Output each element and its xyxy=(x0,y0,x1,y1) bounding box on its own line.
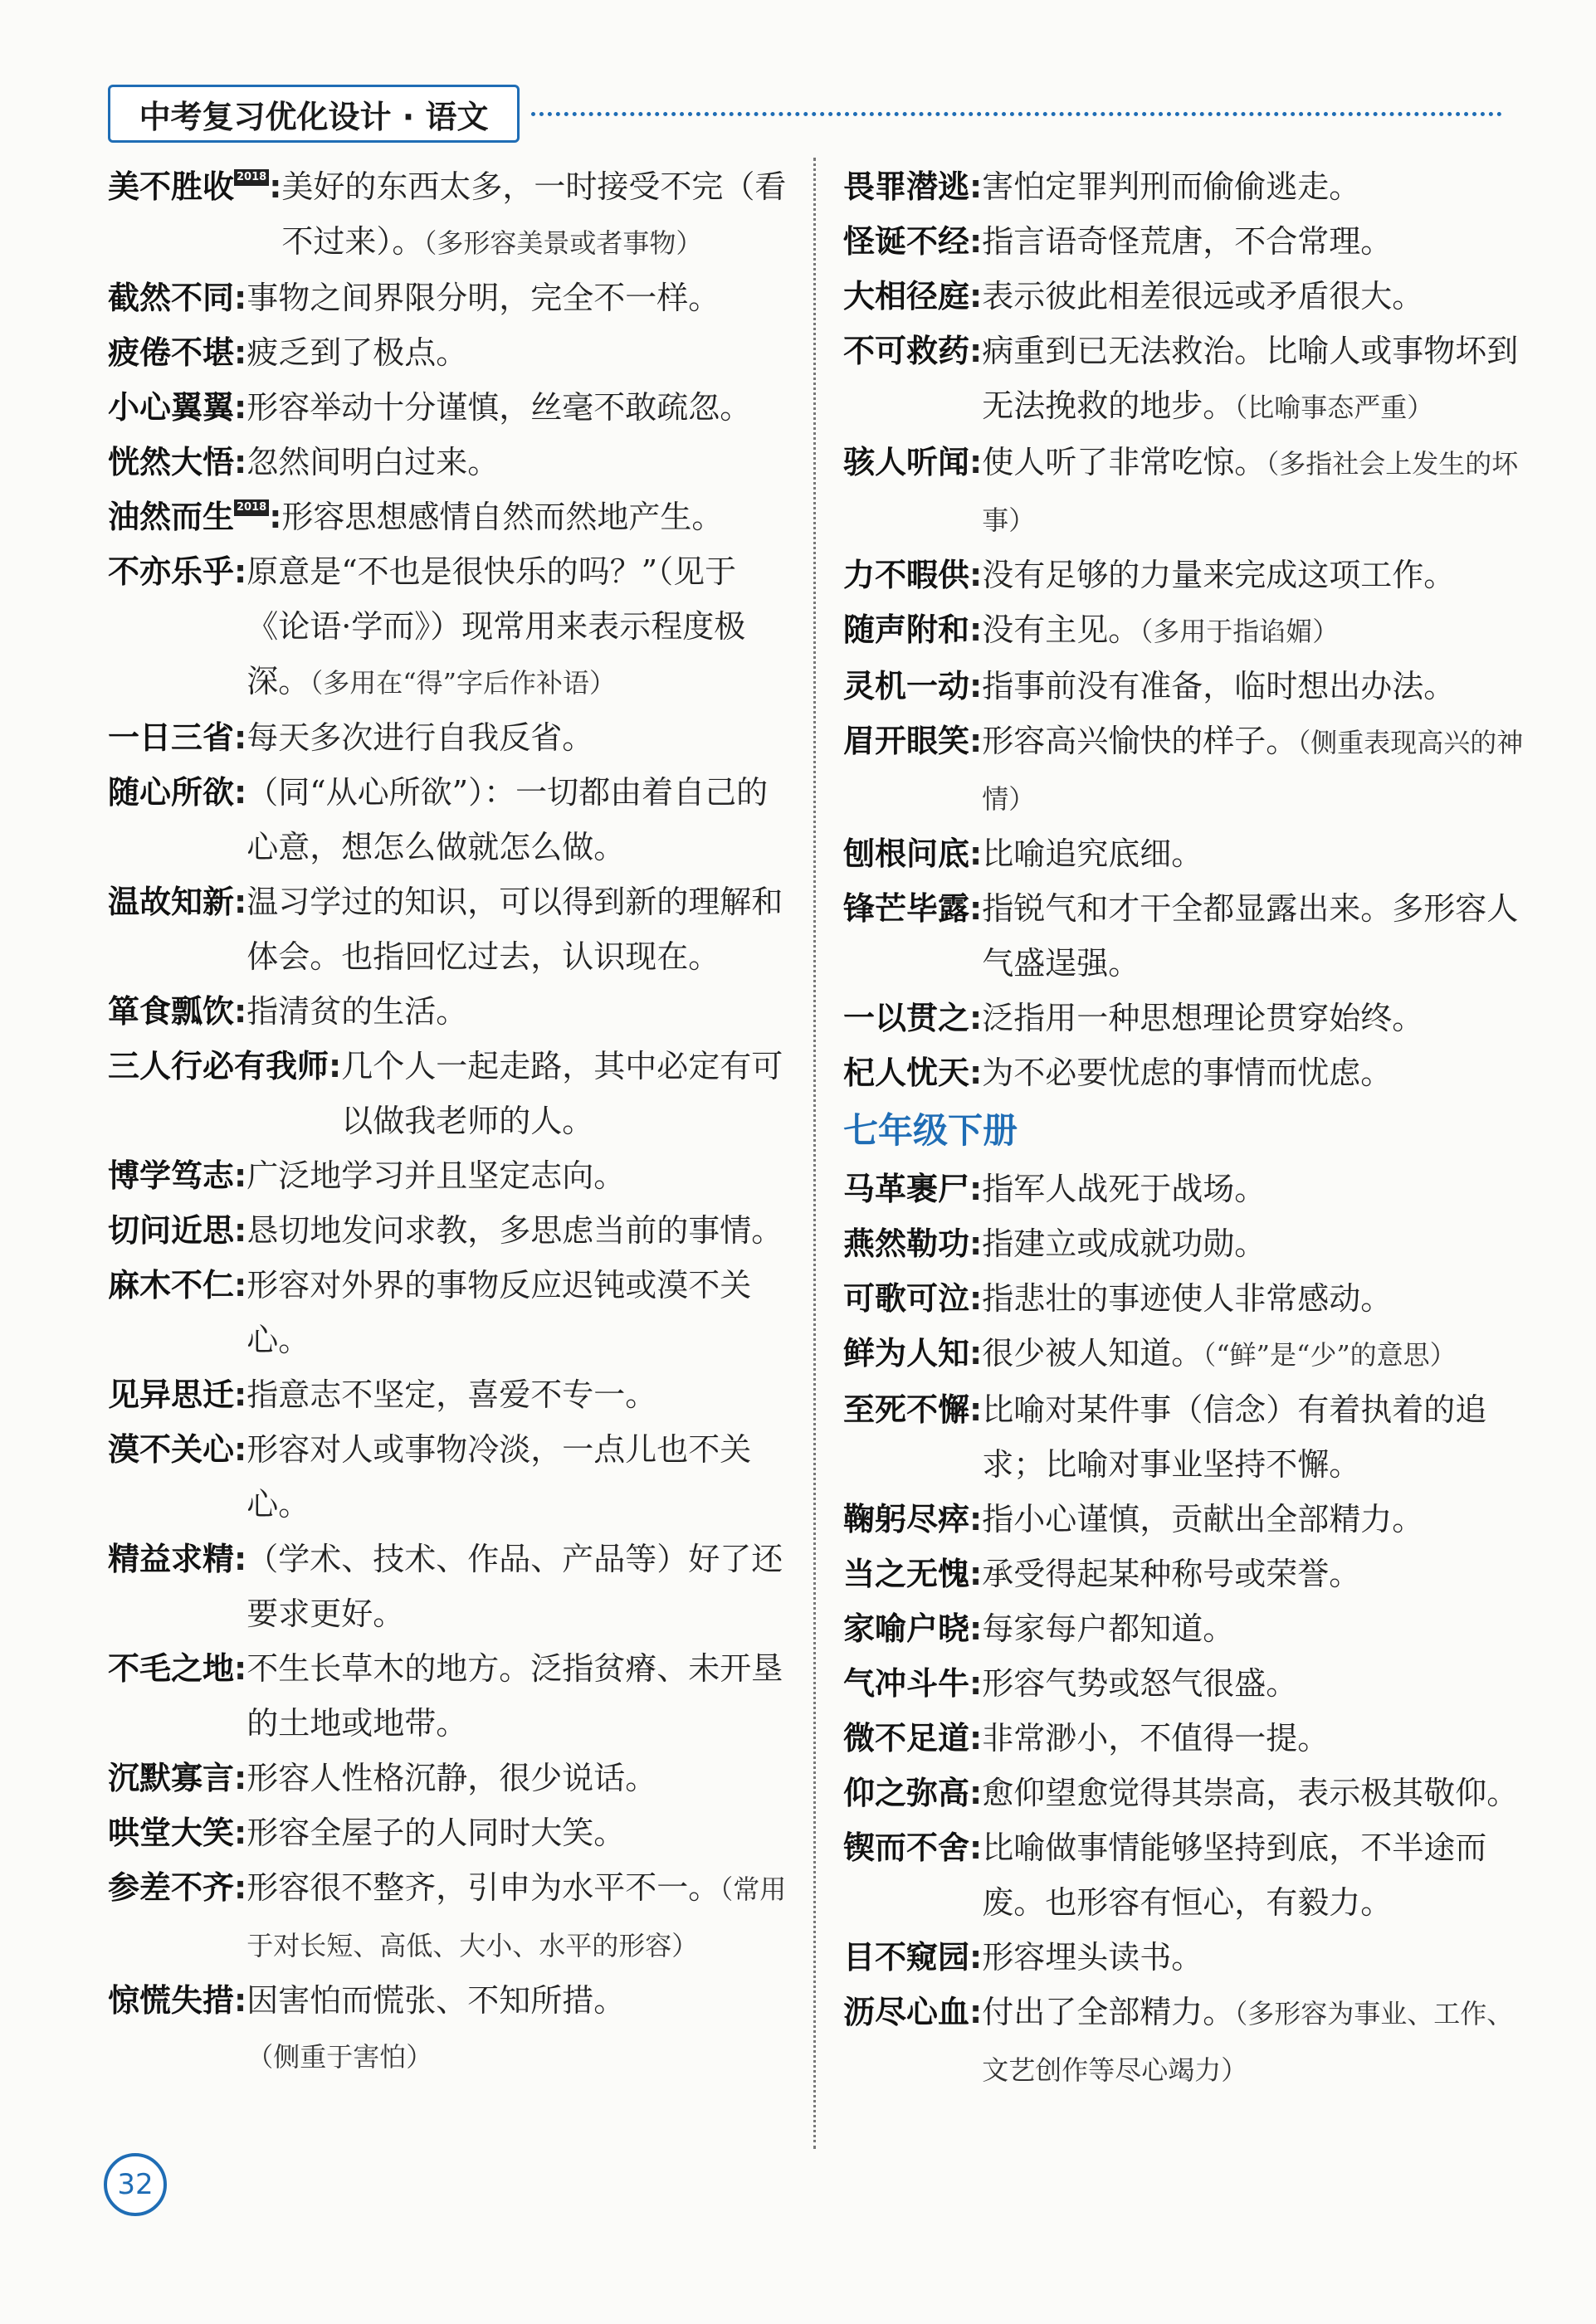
idiom-term: 不亦乐乎 xyxy=(108,553,235,590)
idiom-definition-block xyxy=(982,1985,1524,2097)
idiom-definition: 比喻做事情能够坚持到底，不半途而废。也形容有恒心，有毅力。 xyxy=(982,1829,1487,1921)
idiom-definition-block xyxy=(246,875,788,984)
term-separator: : xyxy=(969,333,983,369)
idiom-term: 美不胜收 xyxy=(108,168,235,205)
idiom-definition-block xyxy=(341,1039,788,1148)
idiom-definition: 指锐气和才干全都显露出来。多形容人气盛逞强。 xyxy=(982,890,1519,982)
idiom-definition: 指事前没有准备，临时想出办法。 xyxy=(982,668,1456,704)
idiom-definition: 没有主见。 xyxy=(982,611,1140,648)
idiom-definition-block xyxy=(982,548,1524,602)
idiom-definition: 指悲壮的事迹使人非常感动。 xyxy=(982,1280,1393,1317)
idiom-definition-block xyxy=(982,1326,1524,1382)
idiom-definition: 表示彼此相差很远或矛盾很大。 xyxy=(982,278,1424,314)
idiom-term: 参差不齐 xyxy=(108,1869,235,1906)
idiom-definition-block xyxy=(982,1492,1524,1547)
idiom-definition-block xyxy=(982,1820,1524,1930)
idiom-definition-block xyxy=(982,826,1524,881)
idiom-entry xyxy=(108,380,788,435)
idiom-term: 麻木不仁 xyxy=(108,1267,235,1303)
idiom-term: 骇人听闻 xyxy=(843,444,970,480)
idiom-entry xyxy=(843,324,1524,435)
term-separator: : xyxy=(234,1431,247,1468)
term-separator: : xyxy=(234,774,247,811)
idiom-definition-block xyxy=(246,1422,788,1532)
idiom-definition: 事物之间界限分明，完全不一样。 xyxy=(246,280,720,316)
term-separator: : xyxy=(969,836,983,872)
usage-note: （多指社会上发生的坏事） xyxy=(982,448,1519,536)
term-separator: : xyxy=(234,719,247,756)
idiom-entry xyxy=(843,659,1524,714)
term-separator: : xyxy=(234,1869,247,1906)
idiom-definition: 形容很不整齐，引申为水平不一。 xyxy=(246,1869,720,1906)
idiom-entry xyxy=(108,765,788,875)
usage-note: （侧重于害怕） xyxy=(246,2041,433,2073)
idiom-term: 漠不关心 xyxy=(108,1431,235,1468)
idiom-term: 灵机一动 xyxy=(843,668,970,704)
idiom-definition: 形容气势或怒气很盛。 xyxy=(982,1665,1298,1702)
usage-note: （多用在“得”字后作补语） xyxy=(310,667,616,699)
idiom-definition-block xyxy=(982,435,1524,548)
idiom-definition: 承受得起某种称号或荣誉。 xyxy=(982,1556,1361,1592)
idiom-term: 随声附和 xyxy=(843,611,970,648)
idiom-definition: 指言语奇怪荒唐，不合常理。 xyxy=(982,223,1393,260)
idiom-definition: 每家每户都知道。 xyxy=(982,1610,1235,1647)
idiom-entry xyxy=(843,1271,1524,1326)
idiom-definition: 广泛地学习并且坚定志向。 xyxy=(246,1157,626,1194)
idiom-definition-block xyxy=(982,714,1524,826)
idiom-term: 不可救药 xyxy=(843,333,970,369)
idiom-entry xyxy=(843,714,1524,826)
idiom-term: 油然而生 xyxy=(108,499,235,535)
idiom-entry xyxy=(108,710,788,765)
idiom-definition: 指建立或成就功勋。 xyxy=(982,1225,1267,1262)
term-separator: : xyxy=(234,1157,247,1194)
idiom-definition: 病重到已无法救治。比喻人或事物坏到无法挽救的地步。 xyxy=(982,333,1519,424)
idiom-definition-block xyxy=(246,1751,788,1805)
idiom-term: 疲倦不堪 xyxy=(108,334,235,371)
idiom-definition-block xyxy=(982,1271,1524,1326)
idiom-term: 仰之弥高 xyxy=(843,1775,970,1811)
idiom-entry xyxy=(108,1258,788,1367)
term-separator: : xyxy=(969,1391,983,1428)
idiom-definition: 付出了全部精力。 xyxy=(982,1994,1235,2030)
idiom-definition: 很少被人知道。 xyxy=(982,1335,1203,1372)
term-separator: : xyxy=(969,1280,983,1317)
term-separator: : xyxy=(234,444,247,480)
term-separator: : xyxy=(969,278,983,314)
idiom-definition-block xyxy=(982,1547,1524,1601)
idiom-term: 家喻户晓 xyxy=(843,1610,970,1647)
idiom-term: 一日三省 xyxy=(108,719,235,756)
idiom-term: 刨根问底 xyxy=(843,836,970,872)
term-separator: : xyxy=(969,1939,983,1976)
term-separator: : xyxy=(234,553,247,590)
idiom-definition: 因害怕而慌张、不知所措。 xyxy=(246,1982,626,2019)
idiom-entry xyxy=(843,159,1524,214)
idiom-entry xyxy=(108,544,788,710)
idiom-definition-block xyxy=(246,1532,788,1641)
idiom-term: 三人行必有我师 xyxy=(108,1048,329,1084)
idiom-definition-block xyxy=(246,765,788,875)
idiom-term: 燕然勒功 xyxy=(843,1225,970,1262)
idiom-entry xyxy=(108,270,788,325)
header-dotted-rule xyxy=(531,112,1502,116)
usage-note: （多用于指谄媚） xyxy=(1140,616,1340,647)
idiom-definition-block xyxy=(982,1601,1524,1656)
term-separator: : xyxy=(969,1775,983,1811)
idiom-entry xyxy=(843,881,1524,991)
idiom-entry xyxy=(108,1422,788,1532)
idiom-entry xyxy=(108,490,788,544)
idiom-definition-block xyxy=(246,435,788,490)
usage-note: （常用于对长短、高低、大小、水平的形容） xyxy=(246,1873,787,1961)
idiom-term: 力不暇供 xyxy=(843,557,970,593)
term-separator: : xyxy=(969,1501,983,1537)
idiom-definition-block xyxy=(982,1711,1524,1766)
usage-note: （多形容为事业、工作、文艺创作等尽心竭力） xyxy=(982,1998,1514,2086)
idiom-term: 沉默寡言 xyxy=(108,1760,235,1796)
idiom-definition: 指军人战死于战场。 xyxy=(982,1171,1267,1207)
idiom-entry xyxy=(843,1820,1524,1930)
term-separator: : xyxy=(234,1212,247,1249)
term-separator: : xyxy=(969,1829,983,1866)
idiom-term: 微不足道 xyxy=(843,1720,970,1756)
idiom-term: 杞人忧天 xyxy=(843,1055,970,1091)
term-separator: : xyxy=(969,223,983,260)
idiom-definition-block xyxy=(281,490,788,544)
idiom-definition-block xyxy=(982,602,1524,659)
idiom-term: 沥尽心血 xyxy=(843,1994,970,2030)
idiom-entry xyxy=(843,1326,1524,1382)
idiom-definition: 形容埋头读书。 xyxy=(982,1939,1203,1976)
idiom-definition: 比喻对某件事（信念）有着执着的追求；比喻对事业坚持不懈。 xyxy=(982,1391,1487,1483)
idiom-entry xyxy=(843,435,1524,548)
term-separator: : xyxy=(234,280,247,316)
term-separator: : xyxy=(969,1171,983,1207)
idiom-entry xyxy=(843,826,1524,881)
page-number: 32 xyxy=(117,2168,154,2201)
idiom-definition-block xyxy=(246,984,788,1039)
idiom-definition: 形容对外界的事物反应迟钝或漠不关心。 xyxy=(246,1267,752,1358)
idiom-definition-block xyxy=(246,270,788,325)
term-separator: : xyxy=(234,1376,247,1413)
idiom-definition: 泛指用一种思想理论贯穿始终。 xyxy=(982,1000,1424,1036)
book-title: 中考复习优化设计 · 语文 xyxy=(139,98,489,135)
idiom-term: 畏罪潜逃 xyxy=(843,168,970,205)
idiom-entry xyxy=(843,214,1524,269)
idiom-entry xyxy=(843,1216,1524,1271)
idiom-entry xyxy=(108,1805,788,1860)
idiom-term: 怪诞不经 xyxy=(843,223,970,260)
term-separator: : xyxy=(234,1982,247,2019)
idiom-definition: 非常渺小，不值得一提。 xyxy=(982,1720,1330,1756)
idiom-definition-block xyxy=(982,269,1524,324)
idiom-definition-block xyxy=(982,881,1524,991)
term-separator: : xyxy=(969,557,983,593)
idiom-definition: 不生长草木的地方。泛指贫瘠、未开垦的土地或地带。 xyxy=(246,1650,783,1742)
term-separator: : xyxy=(234,1541,247,1577)
idiom-term: 小心翼翼 xyxy=(108,389,235,426)
idiom-entry xyxy=(108,1532,788,1641)
idiom-entry xyxy=(843,1492,1524,1547)
term-separator: : xyxy=(234,389,247,426)
idiom-definition-block xyxy=(982,659,1524,714)
idiom-term: 锲而不舍 xyxy=(843,1829,970,1866)
idiom-entry xyxy=(108,1751,788,1805)
idiom-definition: 每天多次进行自我反省。 xyxy=(246,719,594,756)
term-separator: : xyxy=(969,1665,983,1702)
idiom-definition-block xyxy=(982,324,1524,435)
usage-note: （“鲜”是“少”的意思） xyxy=(1203,1339,1457,1371)
idiom-term: 眉开眼笑 xyxy=(843,723,970,759)
idiom-term: 气冲斗牛 xyxy=(843,1665,970,1702)
idiom-term: 锋芒毕露 xyxy=(843,890,970,927)
term-separator: : xyxy=(234,334,247,371)
idiom-term: 哄堂大笑 xyxy=(108,1815,235,1851)
idiom-definition-block xyxy=(281,159,788,270)
idiom-definition-block xyxy=(246,1148,788,1203)
idiom-term: 鞠躬尽瘁 xyxy=(843,1501,970,1537)
right-column xyxy=(843,159,1524,2097)
idiom-definition-block xyxy=(246,1258,788,1367)
idiom-definition-block xyxy=(246,380,788,435)
term-separator: : xyxy=(234,884,247,920)
idiom-definition-block xyxy=(982,1216,1524,1271)
term-separator: : xyxy=(969,444,983,480)
idiom-definition-block xyxy=(246,1203,788,1258)
term-separator: : xyxy=(969,723,983,759)
idiom-entry xyxy=(843,1162,1524,1216)
exam-year-tag: 2018 xyxy=(234,499,269,516)
term-separator: : xyxy=(969,1055,983,1091)
idiom-definition: （学术、技术、作品、产品等）好了还要求更好。 xyxy=(246,1541,783,1632)
term-separator: : xyxy=(969,1994,983,2030)
idiom-entry xyxy=(108,325,788,380)
idiom-entry xyxy=(843,1656,1524,1711)
idiom-definition: 忽然间明白过来。 xyxy=(246,444,500,480)
term-separator: : xyxy=(269,499,282,535)
idiom-entry xyxy=(108,1860,788,1973)
right-column-section-entries xyxy=(843,1162,1524,2097)
idiom-definition: （同“从心所欲”）：一切都由着自己的心意，想怎么做就怎么做。 xyxy=(246,774,769,865)
idiom-definition-block xyxy=(982,991,1524,1045)
idiom-definition: 害怕定罪判刑而偷偷逃走。 xyxy=(982,168,1361,205)
term-separator: : xyxy=(969,890,983,927)
idiom-definition-block xyxy=(246,1641,788,1751)
term-separator: : xyxy=(329,1048,342,1084)
idiom-entry xyxy=(108,1641,788,1751)
right-column-entries xyxy=(843,159,1524,1100)
idiom-entry xyxy=(108,1039,788,1148)
idiom-definition-block xyxy=(246,1860,788,1973)
idiom-definition-block xyxy=(982,214,1524,269)
section-heading: 七年级下册 xyxy=(843,1110,1018,1151)
idiom-definition-block xyxy=(982,1656,1524,1711)
idiom-term: 惊慌失措 xyxy=(108,1982,235,2019)
idiom-term: 见异思迁 xyxy=(108,1376,235,1413)
idiom-definition-block xyxy=(246,1367,788,1422)
idiom-term: 至死不懈 xyxy=(843,1391,970,1428)
idiom-definition-block xyxy=(246,1805,788,1860)
idiom-entry xyxy=(843,1930,1524,1985)
idiom-definition: 形容举动十分谨慎，丝毫不敢疏忽。 xyxy=(246,389,752,426)
idiom-definition: 疲乏到了极点。 xyxy=(246,334,468,371)
idiom-entry xyxy=(108,1973,788,2084)
idiom-entry xyxy=(843,1711,1524,1766)
idiom-definition: 形容高兴愉快的样子。 xyxy=(982,723,1298,759)
term-separator: : xyxy=(234,1815,247,1851)
term-separator: : xyxy=(234,993,247,1030)
term-separator: : xyxy=(234,1267,247,1303)
idiom-term: 恍然大悟 xyxy=(108,444,235,480)
idiom-definition-block xyxy=(246,544,788,710)
idiom-entry xyxy=(843,1547,1524,1601)
idiom-term: 目不窥园 xyxy=(843,1939,970,1976)
term-separator: : xyxy=(969,1720,983,1756)
idiom-entry xyxy=(843,602,1524,659)
idiom-definition: 愈仰望愈觉得其崇高，表示极其敬仰。 xyxy=(982,1775,1519,1811)
term-separator: : xyxy=(969,1335,983,1372)
idiom-term: 精益求精 xyxy=(108,1541,235,1577)
idiom-definition: 为不必要忧虑的事情而忧虑。 xyxy=(982,1055,1393,1091)
idiom-entry xyxy=(843,269,1524,324)
idiom-definition: 几个人一起走路，其中必定有可以做我老师的人。 xyxy=(341,1048,783,1139)
idiom-entry xyxy=(108,1203,788,1258)
idiom-term: 随心所欲 xyxy=(108,774,235,811)
term-separator: : xyxy=(969,1000,983,1036)
idiom-entry xyxy=(108,1367,788,1422)
idiom-term: 当之无愧 xyxy=(843,1556,970,1592)
idiom-definition: 没有足够的力量来完成这项工作。 xyxy=(982,557,1456,593)
idiom-term: 一以贯之 xyxy=(843,1000,970,1036)
idiom-term: 大相径庭 xyxy=(843,278,970,314)
idiom-entry xyxy=(843,991,1524,1045)
idiom-term: 博学笃志 xyxy=(108,1157,235,1194)
term-separator: : xyxy=(969,668,983,704)
idiom-definition-block xyxy=(246,1973,788,2084)
idiom-entry xyxy=(843,548,1524,602)
idiom-definition-block xyxy=(246,710,788,765)
idiom-definition-block xyxy=(982,1045,1524,1100)
idiom-entry xyxy=(843,1382,1524,1492)
idiom-definition: 指小心谨慎，贡献出全部精力。 xyxy=(982,1501,1424,1537)
term-separator: : xyxy=(969,1225,983,1262)
term-separator: : xyxy=(234,1760,247,1796)
idiom-definition: 温习学过的知识，可以得到新的理解和体会。也指回忆过去，认识现在。 xyxy=(246,884,783,975)
idiom-definition: 指意志不坚定，喜爱不专一。 xyxy=(246,1376,657,1413)
idiom-definition: 形容全屋子的人同时大笑。 xyxy=(246,1815,626,1851)
idiom-definition: 指清贫的生活。 xyxy=(246,993,468,1030)
idiom-term: 温故知新 xyxy=(108,884,235,920)
term-separator: : xyxy=(269,168,282,205)
idiom-entry xyxy=(108,984,788,1039)
idiom-definition-block xyxy=(982,159,1524,214)
idiom-term: 箪食瓢饮 xyxy=(108,993,235,1030)
idiom-definition-block xyxy=(246,325,788,380)
idiom-entry xyxy=(108,875,788,984)
idiom-term: 马革裹尸 xyxy=(843,1171,970,1207)
idiom-definition: 形容思想感情自然而然地产生。 xyxy=(281,499,724,535)
term-separator: : xyxy=(969,1556,983,1592)
exam-year-tag: 2018 xyxy=(234,169,269,186)
idiom-definition: 比喻追究底细。 xyxy=(982,836,1203,872)
term-separator: : xyxy=(969,168,983,205)
idiom-entry xyxy=(843,1985,1524,2097)
idiom-definition: 美好的东西太多，一时接受不完（看不过来）。 xyxy=(281,168,787,260)
idiom-term: 切问近思 xyxy=(108,1212,235,1249)
usage-note: （比喻事态严重） xyxy=(1234,392,1434,423)
idiom-definition-block xyxy=(982,1162,1524,1216)
left-column xyxy=(108,159,788,2084)
idiom-entry xyxy=(108,435,788,490)
term-separator: : xyxy=(234,1650,247,1687)
idiom-definition: 形容对人或事物冷淡，一点儿也不关心。 xyxy=(246,1431,752,1523)
idiom-entry xyxy=(843,1601,1524,1656)
idiom-entry xyxy=(108,159,788,270)
term-separator: : xyxy=(969,611,983,648)
idiom-entry xyxy=(108,1148,788,1203)
column-divider xyxy=(813,158,816,2149)
idiom-term: 截然不同 xyxy=(108,280,235,316)
idiom-definition: 形容人性格沉静，很少说话。 xyxy=(246,1760,657,1796)
idiom-definition: 使人听了非常吃惊。 xyxy=(982,444,1267,480)
idiom-term: 可歌可泣 xyxy=(843,1280,970,1317)
usage-note: （侧重表现高兴的神情） xyxy=(982,727,1524,815)
idiom-term: 鲜为人知 xyxy=(843,1335,970,1372)
idiom-definition-block xyxy=(982,1930,1524,1985)
idiom-entry xyxy=(843,1766,1524,1820)
book-title-box xyxy=(108,85,520,143)
usage-note: （多形容美景或者事物） xyxy=(423,227,703,259)
idiom-definition: 恳切地发问求教，多思虑当前的事情。 xyxy=(246,1212,783,1249)
idiom-definition-block xyxy=(982,1766,1524,1820)
idiom-definition-block xyxy=(982,1382,1524,1492)
page-number-badge xyxy=(104,2153,167,2216)
term-separator: : xyxy=(969,1610,983,1647)
idiom-entry xyxy=(843,1045,1524,1100)
idiom-definition: 原意是“不也是很快乐的吗？”（见于《论语·学而》）现常用来表示程度极深。 xyxy=(246,553,746,699)
idiom-term: 不毛之地 xyxy=(108,1650,235,1687)
